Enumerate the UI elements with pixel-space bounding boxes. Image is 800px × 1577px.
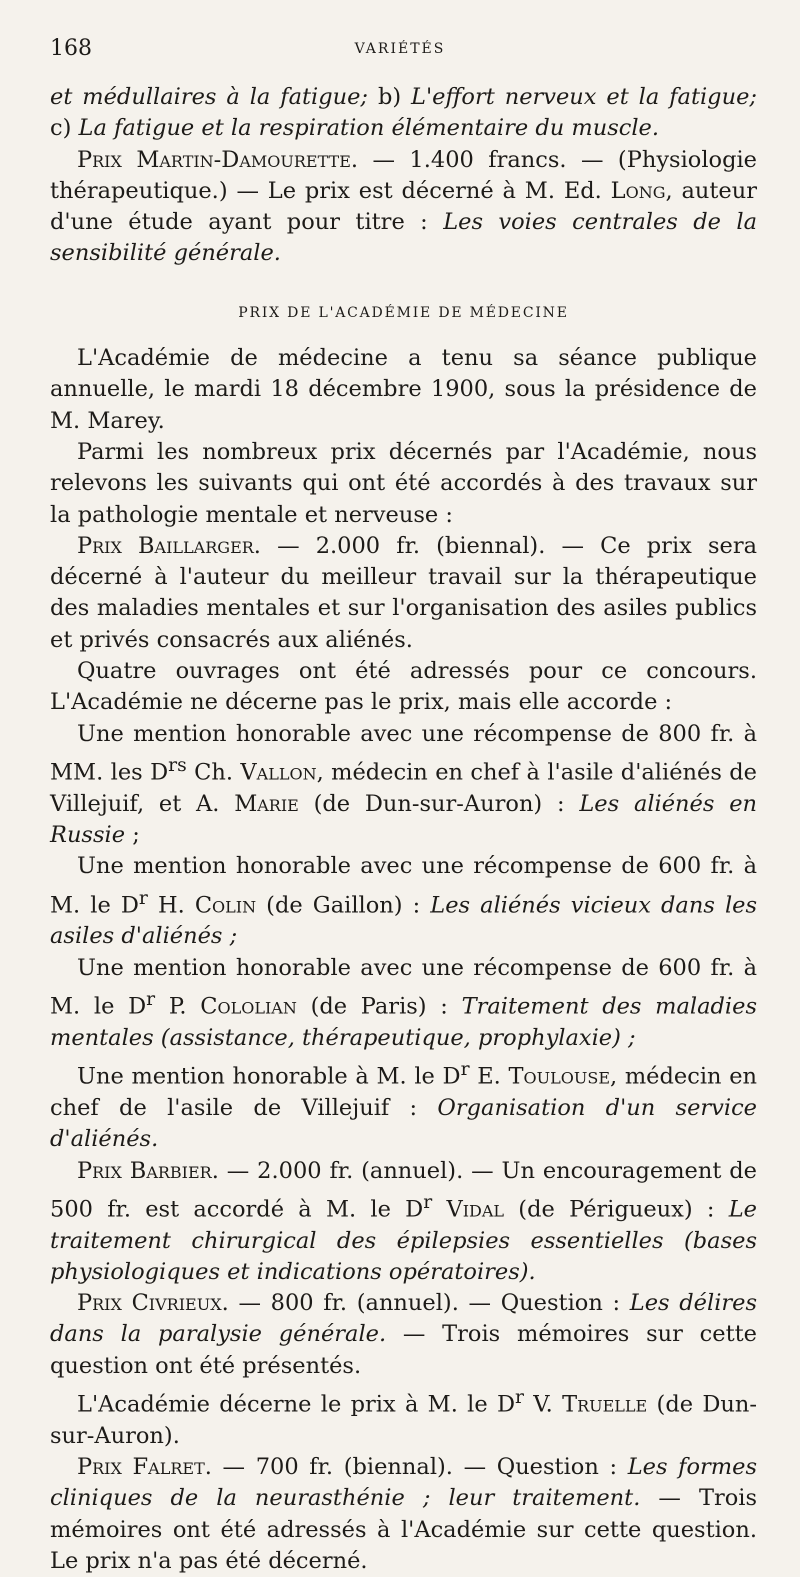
text-run: (de Dun-sur-Auron) :	[298, 790, 580, 817]
work-title: Les délires dans la paralysie générale.	[50, 1290, 758, 1348]
laureate-name: Vidal	[446, 1196, 505, 1223]
work-title: Traitement des maladies mentales (assistance, thérapeutique, prophylaxie) ;	[50, 993, 757, 1051]
laureate-name: Marie	[234, 790, 299, 817]
text-run: (de Périgueux) :	[504, 1196, 729, 1223]
laureate-name: Colin	[194, 892, 257, 919]
text-run: Ch.	[186, 759, 241, 786]
text-run: (de Paris) :	[296, 993, 462, 1020]
text-run	[432, 1196, 446, 1222]
page-header	[50, 34, 750, 68]
prize-name: Prix Civrieux.	[77, 1290, 229, 1317]
prize-name: Prix Falret.	[77, 1454, 212, 1481]
work-title: Les formes cliniques de la neurasthénie ; leur traitement.	[50, 1454, 757, 1512]
section-heading: PRIX DE L'ACADÉMIE DE MÉDECINE	[238, 304, 569, 321]
paragraph-mention-toulouse	[50, 1054, 757, 1155]
work-title: Le traitement chirurgical des épilepsies essentielles (bases physiologiques et indications opératoires).	[50, 1196, 757, 1285]
work-title: Les aliénés vicieux dans les asiles d'aliénés ;	[50, 892, 758, 950]
work-title: Organisation d'un service d'aliénés.	[50, 1094, 757, 1153]
text-run: — Trois mémoires sur cette question ont été présentés.	[50, 1321, 757, 1379]
superscript: r	[460, 1059, 470, 1081]
text-run: E.	[469, 1063, 509, 1090]
text-run: — 2.000 fr. (annuel). — Un encouragement de 500 fr. est accordé à M. le D	[50, 1157, 757, 1223]
running-title: VARIÉTÉS	[354, 41, 446, 57]
text-run: Une mention honorable à M. le D	[77, 1063, 461, 1090]
paragraph-prix-baillarger	[50, 531, 757, 656]
work-title: et médullaires à la fatigue;	[50, 84, 369, 110]
laureate-name: Vallon	[240, 759, 317, 786]
text-run: c)	[50, 115, 79, 142]
text-run: (de Dun-sur-Auron).	[50, 1391, 757, 1449]
text-run: — 1.400 francs. — (Physiologie thérapeutique.) — Le prix est décerné à M. Ed.	[50, 146, 757, 204]
paragraph-mention-colin	[50, 851, 757, 952]
text-run: H.	[147, 892, 195, 919]
paragraph-truelle	[50, 1382, 757, 1452]
laureate-name: Truelle	[562, 1391, 648, 1418]
paragraph-prix-barbier	[50, 1156, 757, 1289]
text-run: , médecin en chef à l'asile d'aliénés de Villejuif, et A.	[50, 759, 757, 817]
laureate-name: Long	[610, 177, 666, 204]
prize-name: Prix Baillarger.	[77, 532, 261, 559]
superscript: r	[423, 1191, 433, 1213]
paragraph-mention-vallon-marie	[50, 719, 757, 852]
work-title: Les aliénés en Russie	[50, 790, 757, 849]
superscript: r	[146, 989, 156, 1011]
paragraph-mention-cololian	[50, 953, 757, 1054]
text-run: — 2.000 fr. (biennal). — Ce prix sera décerné à l'auteur du meilleur travail sur la thérapeutique des maladies mentales et sur l'organisation des asiles publics et privés consacrés aux aliénés.	[50, 532, 757, 653]
work-title: L'effort nerveux et la fatigue;	[411, 84, 757, 110]
page-number: 168	[50, 36, 92, 61]
laureate-name: Cololian	[200, 993, 297, 1020]
text-run: Une mention honorable avec une récompense de 600 fr. à M. le D	[50, 853, 757, 919]
paragraph-prix-civrieux	[50, 1288, 757, 1382]
text-run: Une mention honorable avec une récompense de 600 fr. à M. le D	[50, 954, 757, 1020]
work-title: La fatigue et la respiration élémentaire du muscle.	[78, 115, 660, 142]
paragraph-relevons: Parmi les nombreux prix décernés par l'Académie, nous relevons les suivants qui ont été accordés à des travaux sur la pathologie mentale et nerveuse :	[50, 438, 757, 528]
text-run: — 700 fr. (biennal). — Question :	[211, 1454, 628, 1481]
text-run: P.	[155, 993, 201, 1020]
paragraph-prix-falret	[50, 1452, 757, 1577]
text-run: Une mention honorable avec une récompense de 800 fr. à MM. les D	[50, 720, 757, 786]
prize-name: Prix Martin-Damourette.	[77, 146, 359, 173]
text-run: , auteur d'une étude ayant pour titre :	[50, 177, 757, 236]
text-run: (de Gaillon) :	[256, 892, 431, 919]
superscript: r	[138, 887, 148, 909]
paragraph-prix-martin-damourette	[50, 145, 757, 270]
text-run: — Trois mémoires ont été adressés à l'Académie sur cette question. Le prix n'a pas été décerné.	[50, 1485, 758, 1575]
paragraph-quatre-ouvrages: Quatre ouvrages ont été adressés pour ce concours. L'Académie ne décerne pas le prix, mais elle accorde :	[50, 658, 757, 716]
laureate-name: Toulouse	[508, 1063, 611, 1090]
text-run: — 800 fr. (annuel). — Question :	[228, 1290, 630, 1317]
text-run: b)	[368, 84, 412, 110]
superscript: rs	[168, 754, 187, 776]
paragraph-seance: L'Académie de médecine a tenu sa séance publique annuelle, le mardi 18 décembre 1900, sous la présidence de M. Marey.	[50, 345, 757, 434]
prize-name: Prix Barbier.	[77, 1157, 219, 1184]
work-title: Les voies centrales de la sensibilité générale.	[50, 209, 757, 267]
text-run: L'Académie décerne le prix à M. le D	[77, 1391, 516, 1418]
superscript: r	[515, 1387, 524, 1409]
text-run: ;	[125, 822, 140, 849]
text-run: , médecin en chef de l'asile de Villejuif :	[50, 1063, 757, 1121]
paragraph-fatigue-titles	[50, 82, 757, 145]
body-text	[50, 82, 757, 1577]
text-run: V.	[524, 1391, 563, 1418]
